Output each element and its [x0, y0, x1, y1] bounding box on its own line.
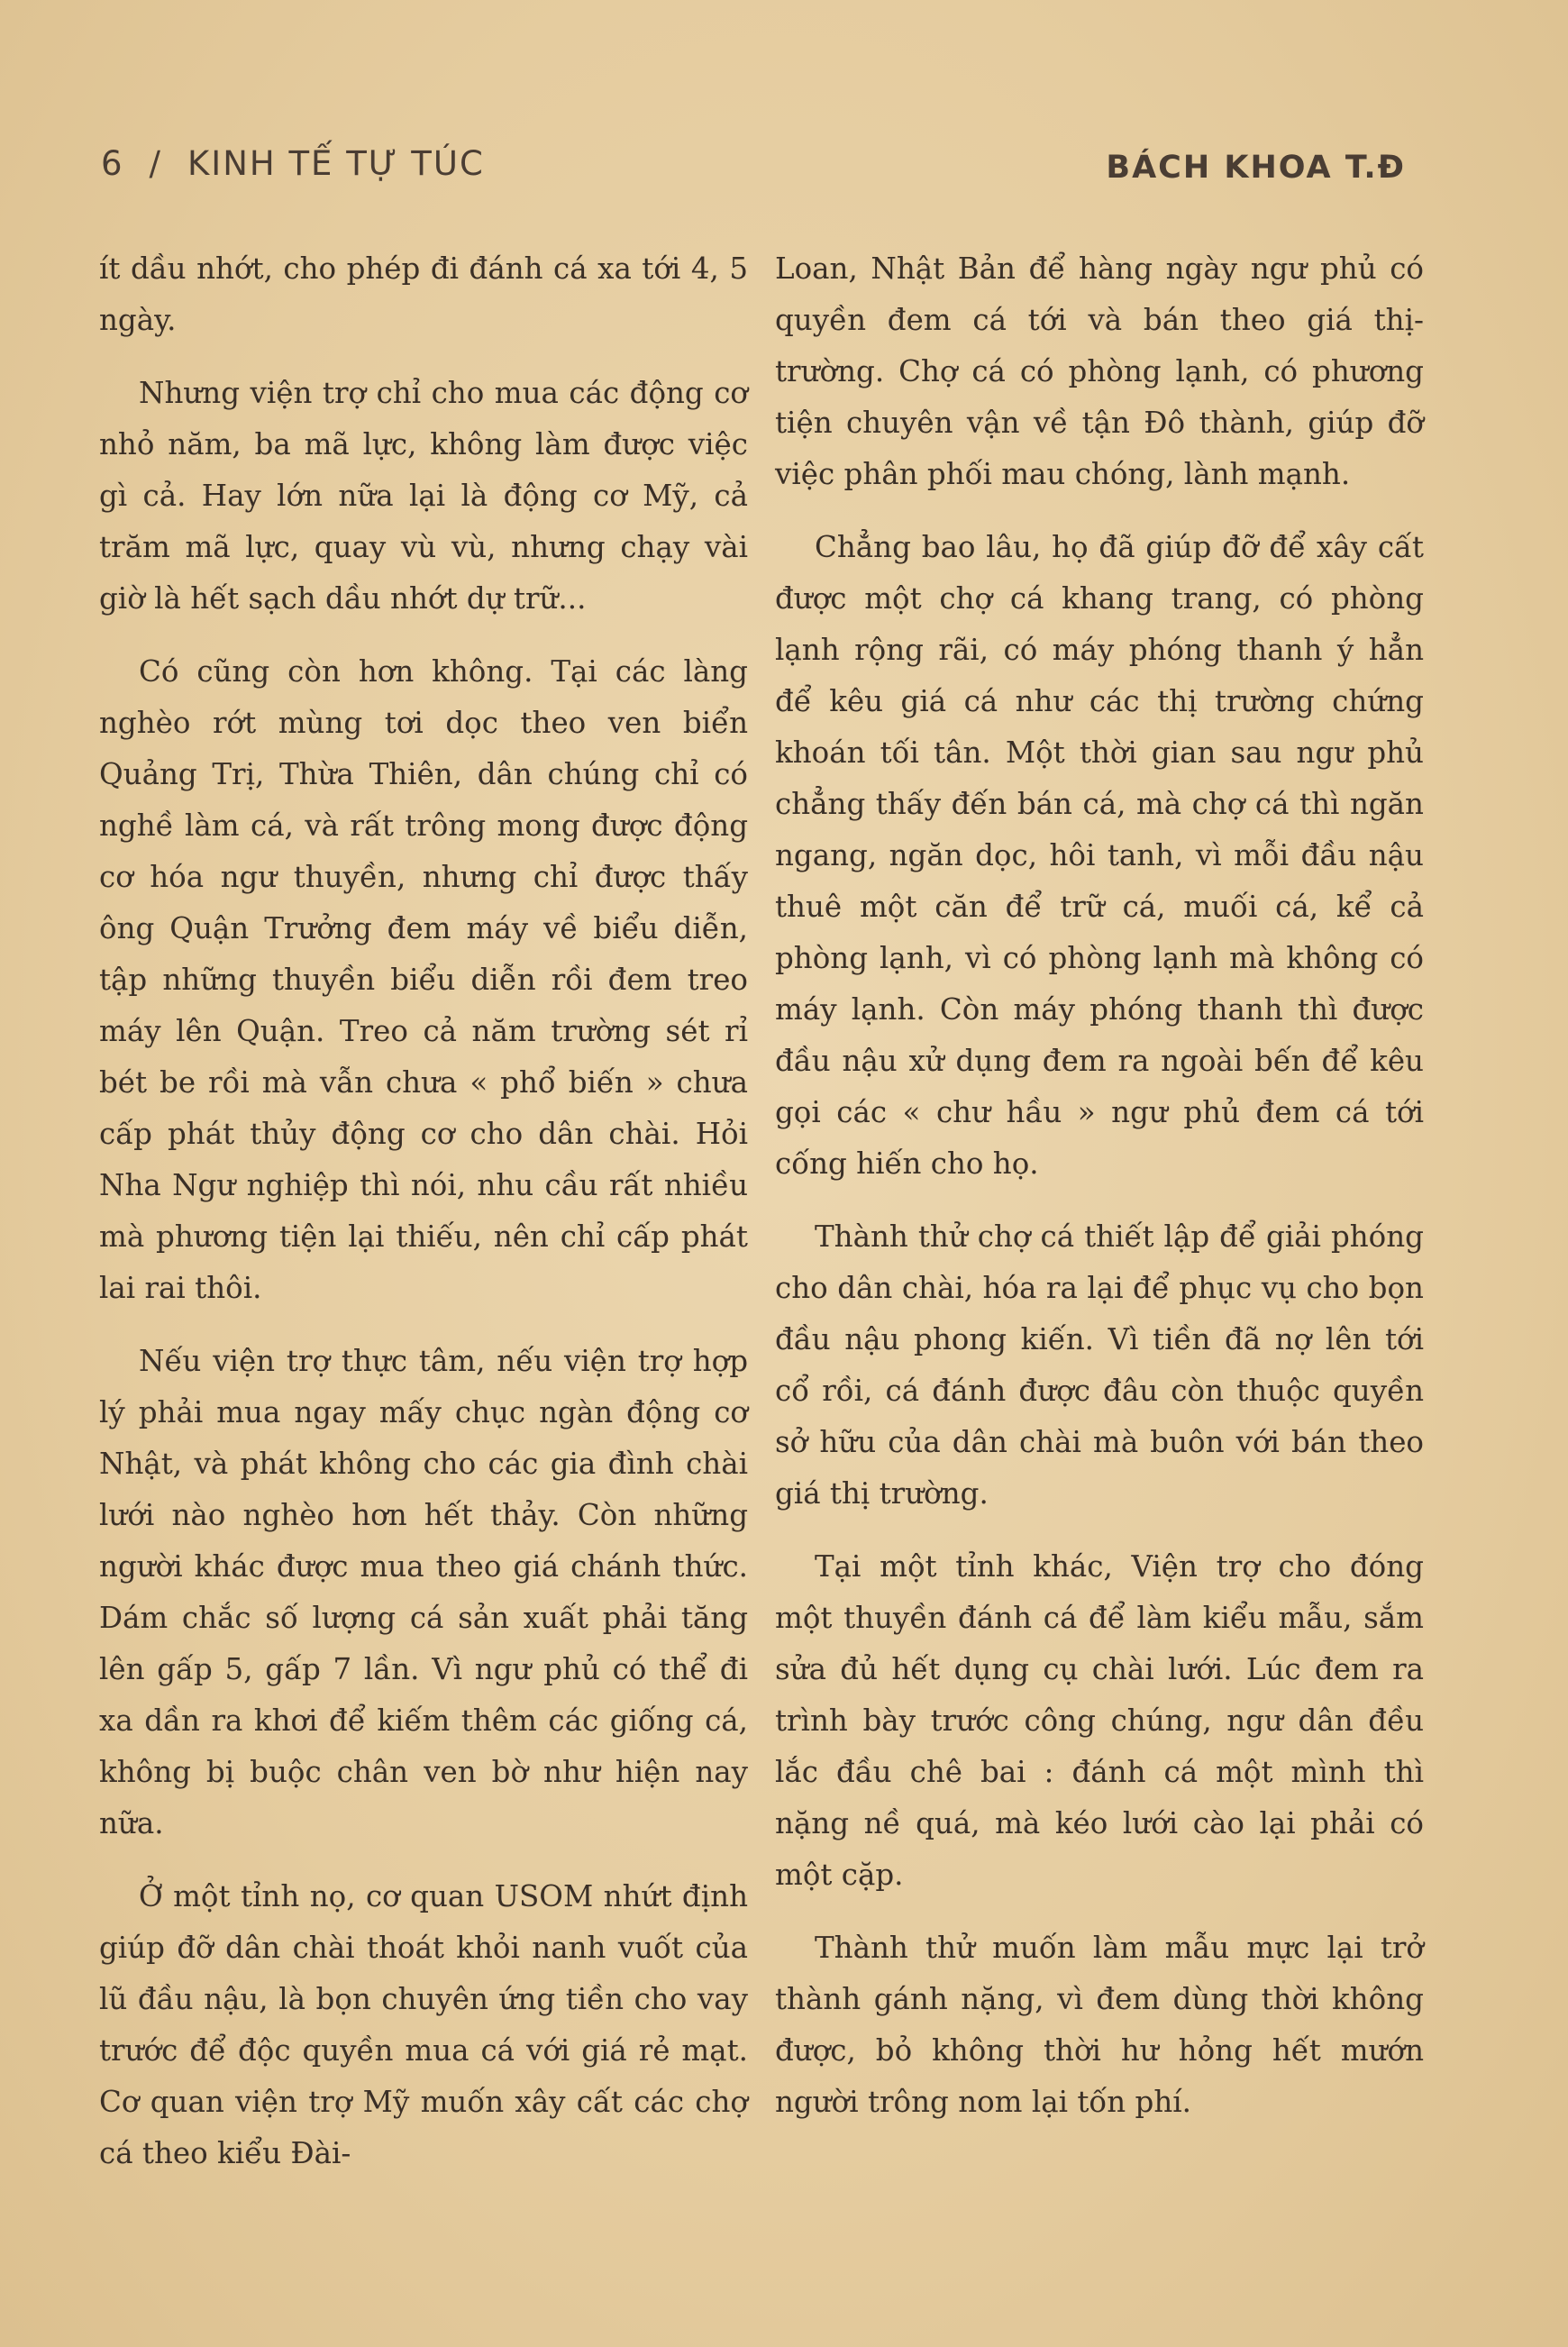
paragraph: Chẳng bao lâu, họ đã giúp đỡ để xây cất được một chợ cá khang trang, có phòng lạnh rộng rãi, có máy phóng thanh ý hẳn để kêu giá cá như các thị trường chứng khoán tối tân. Một thời gian sau ngư phủ chẳng thấy đến bán cá, mà chợ cá thì ngăn ngang, ngăn dọc, hôi tanh, vì mỗi đầu nậu thuê một căn để trữ cá, muối cá, kể cả phòng lạnh, vì có phòng lạnh mà không có máy lạnh. Còn máy phóng thanh thì được đầu nậu xử dụng đem ra ngoài bến để kêu gọi các « chư hầu » ngư phủ đem cá tới cống hiến cho họ.	[775, 530, 1424, 1181]
header-separator: /	[149, 144, 163, 183]
page-number: 6	[101, 144, 124, 183]
section-title: KINH TẾ TỰ TÚC	[187, 144, 485, 183]
paragraph: Có cũng còn hơn không. Tại các làng nghèo rớt mùng tơi dọc theo ven biển Quảng Trị, Thừa Thiên, dân chúng chỉ có nghề làm cá, và rất trông mong được động cơ hóa ngư thuyền, nhưng chỉ được thấy ông Quận Trưởng đem máy về biểu diễn, tập những thuyền biểu diễn rồi đem treo máy lên Quận. Treo cả năm trường sét rỉ bét be rồi mà vẫn chưa « phổ biến » chưa cấp phát thủy động cơ cho dân chài. Hỏi Nha Ngư nghiệp thì nói, nhu cầu rất nhiều mà phương tiện lại thiếu, nên chỉ cấp phát lai rai thôi.	[99, 654, 748, 1305]
paragraph: Thành thử chợ cá thiết lập để giải phóng cho dân chài, hóa ra lại để phục vụ cho bọn đầu nậu phong kiến. Vì tiền đã nợ lên tới cổ rồi, cá đánh được đâu còn thuộc quyền sở hữu của dân chài mà buôn với bán theo giá thị trường.	[775, 1219, 1424, 1511]
paragraph: ít dầu nhớt, cho phép đi đánh cá xa tới 4, 5 ngày.	[99, 251, 748, 337]
right-column	[775, 243, 1424, 2150]
paragraph: Thành thử muốn làm mẫu mực lại trở thành gánh nặng, vì đem dùng thời không được, bỏ không thời hư hỏng hết mướn người trông nom lại tốn phí.	[775, 1931, 1424, 2119]
paragraph: Ở một tỉnh nọ, cơ quan USOM nhứt định giúp đỡ dân chài thoát khỏi nanh vuốt của lũ đầu nậu, là bọn chuyên ứng tiền cho vay trước để độc quyền mua cá với giá rẻ mạt. Cơ quan viện trợ Mỹ muốn xây cất các chợ cá theo kiểu Đài-	[99, 1879, 748, 2170]
paragraph: Tại một tỉnh khác, Viện trợ cho đóng một thuyền đánh cá để làm kiểu mẫu, sắm sửa đủ hết dụng cụ chài lưới. Lúc đem ra trình bày trước công chúng, ngư dân đều lắc đầu chê bai : đánh cá một mình thì nặng nề quá, mà kéo lưới cào lại phải có một cặp.	[775, 1549, 1424, 1892]
paragraph: Nếu viện trợ thực tâm, nếu viện trợ hợp lý phải mua ngay mấy chục ngàn động cơ Nhật, và phát không cho các gia đình chài lưới nào nghèo hơn hết thảy. Còn những người khác được mua theo giá chánh thức. Dám chắc số lượng cá sản xuất phải tăng lên gấp 5, gấp 7 lần. Vì ngư phủ có thể đi xa dần ra khơi để kiếm thêm các giống cá, không bị buộc chân ven bờ như hiện nay nữa.	[99, 1344, 748, 1840]
paragraph: Loan, Nhật Bản để hàng ngày ngư phủ có quyền đem cá tới và bán theo giá thị-trường. Chợ cá có phòng lạnh, có phương tiện chuyên vận về tận Đô thành, giúp đỡ việc phân phối mau chóng, lành mạnh.	[775, 251, 1424, 491]
header-left	[101, 144, 485, 183]
paragraph: Nhưng viện trợ chỉ cho mua các động cơ nhỏ năm, ba mã lực, không làm được việc gì cả. Hay lớn nữa lại là động cơ Mỹ, cả trăm mã lực, quay vù vù, nhưng chạy vài giờ là hết sạch dầu nhớt dự trữ...	[99, 376, 748, 616]
magazine-name: BÁCH KHOA T.Đ	[1106, 150, 1406, 186]
left-column	[99, 243, 748, 2201]
page-header	[101, 135, 1406, 198]
